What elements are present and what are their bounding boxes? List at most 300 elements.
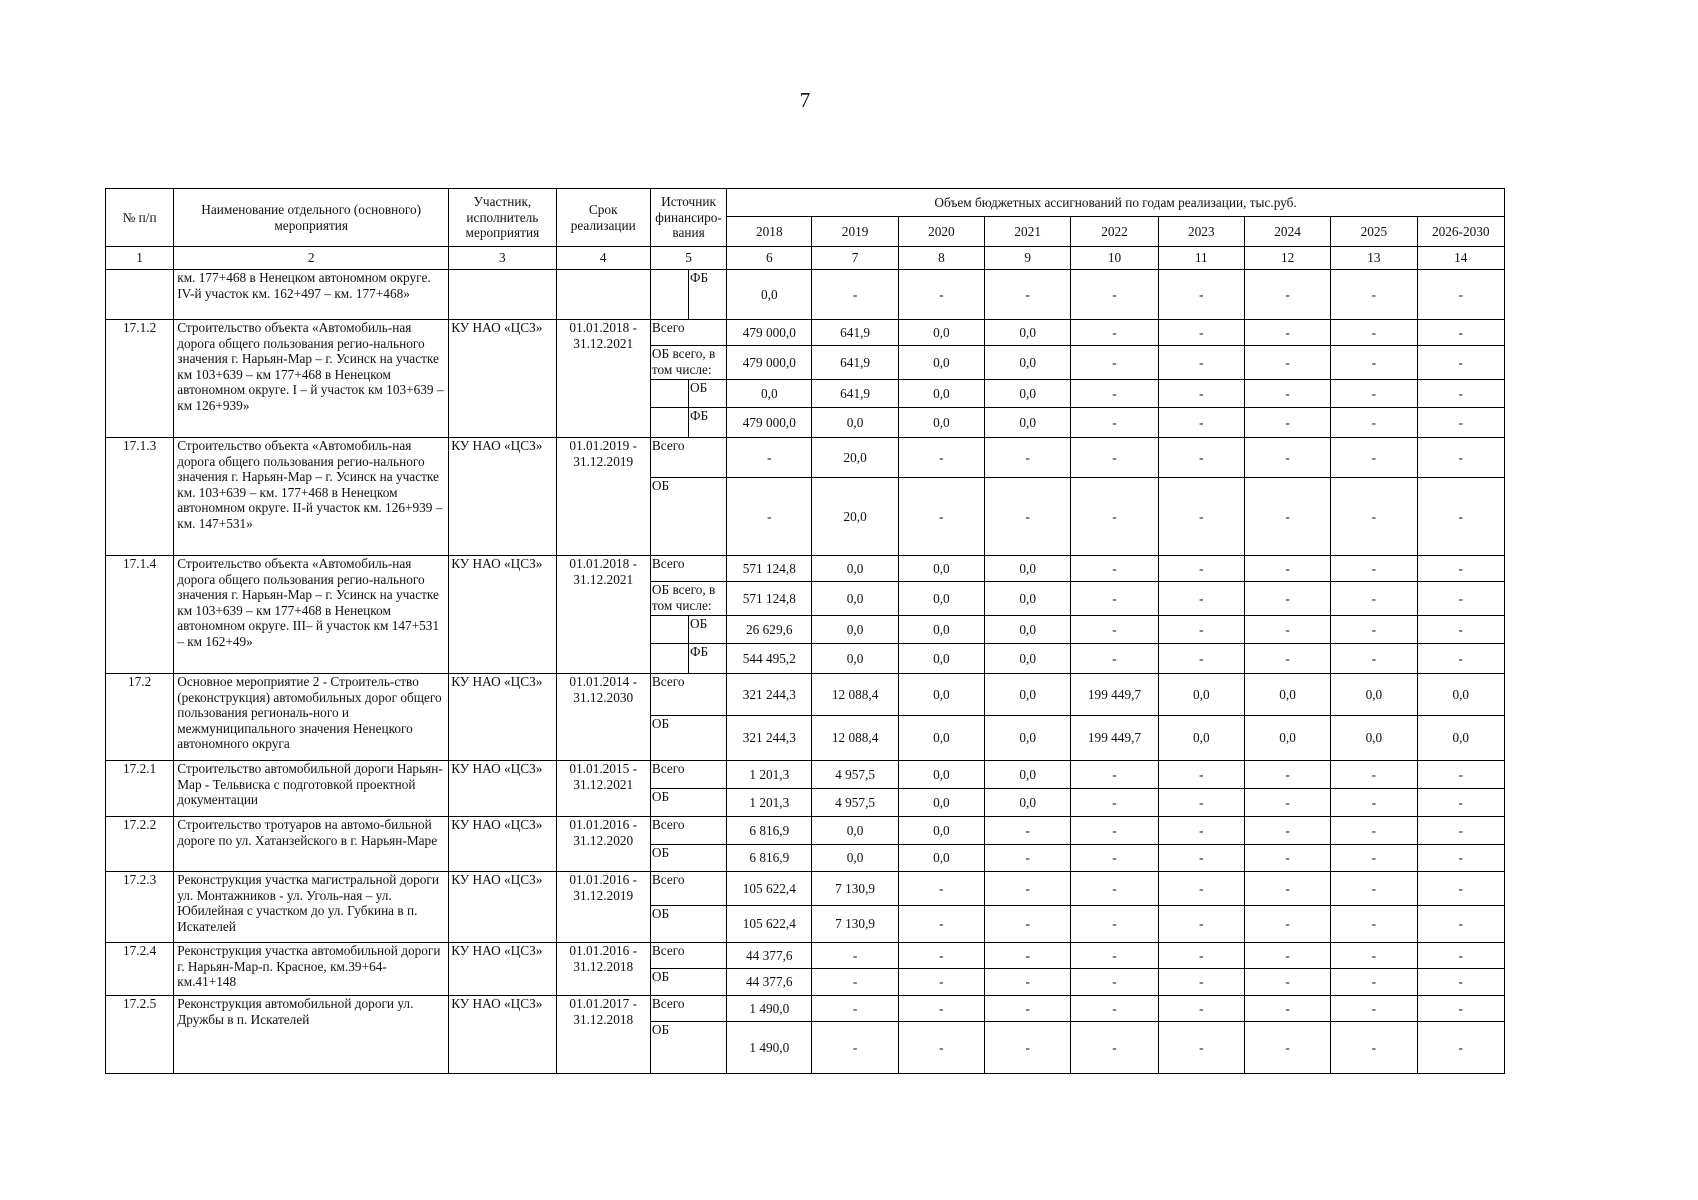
row-value: - [985, 845, 1071, 872]
row-value: - [1158, 616, 1244, 644]
row-value: - [898, 478, 984, 556]
header-column-index: 10 [1071, 247, 1158, 270]
row-value: - [1417, 438, 1504, 478]
row-source: Всего [650, 438, 726, 478]
row-value: - [1071, 761, 1158, 789]
row-value: 6 816,9 [727, 817, 812, 845]
row-value: - [1331, 1022, 1417, 1074]
row-value: - [1158, 761, 1244, 789]
row-executor: КУ НАО «ЦСЗ» [449, 674, 556, 761]
row-value: - [1158, 408, 1244, 438]
row-value: - [898, 906, 984, 943]
row-value: - [1417, 616, 1504, 644]
row-value: 0,0 [812, 408, 898, 438]
row-value: - [985, 969, 1071, 996]
row-executor: КУ НАО «ЦСЗ» [449, 817, 556, 872]
row-value: - [812, 1022, 898, 1074]
row-value: 0,0 [985, 761, 1071, 789]
row-value: - [1331, 789, 1417, 817]
header-source: Источник финансиро-вания [650, 189, 726, 247]
row-value: - [1331, 872, 1417, 906]
row-value: - [1158, 346, 1244, 380]
page-number: 7 [799, 88, 811, 112]
row-value: - [1158, 270, 1244, 320]
row-value: - [1331, 582, 1417, 616]
row-value: - [1331, 761, 1417, 789]
row-value: 0,0 [985, 789, 1071, 817]
row-value: - [1331, 380, 1417, 408]
header-year: 2025 [1331, 217, 1417, 247]
row-value: - [1331, 906, 1417, 943]
row-value: - [812, 943, 898, 969]
row-value: - [1071, 270, 1158, 320]
header-column-index: 2 [174, 247, 449, 270]
row-value: 641,9 [812, 346, 898, 380]
row-value: - [727, 478, 812, 556]
row-value: 321 244,3 [727, 674, 812, 716]
source-spacer [650, 380, 688, 408]
row-value: - [1331, 969, 1417, 996]
row-source: Всего [650, 817, 726, 845]
row-value: - [1071, 996, 1158, 1022]
header-year: 2023 [1158, 217, 1244, 247]
row-source: Всего [650, 320, 726, 346]
row-code: 17.2.5 [106, 996, 174, 1074]
row-value: - [1417, 478, 1504, 556]
row-code: 17.2.3 [106, 872, 174, 943]
row-code: 17.2.4 [106, 943, 174, 996]
row-term: 01.01.2018 - 31.12.2021 [556, 556, 650, 674]
header-year: 2022 [1071, 217, 1158, 247]
header-column-index: 13 [1331, 247, 1417, 270]
row-value: - [1417, 1022, 1504, 1074]
header-column-index: 4 [556, 247, 650, 270]
row-value: 199 449,7 [1071, 674, 1158, 716]
row-source: ОБ [689, 380, 727, 408]
header-column-index: 5 [650, 247, 726, 270]
row-value: 105 622,4 [727, 906, 812, 943]
row-value: - [1417, 906, 1504, 943]
header-year: 2026-2030 [1417, 217, 1504, 247]
row-source: Всего [650, 761, 726, 789]
row-value: - [985, 817, 1071, 845]
row-value: 479 000,0 [727, 320, 812, 346]
row-value: - [1417, 943, 1504, 969]
row-value: - [1417, 761, 1504, 789]
row-value: 0,0 [898, 380, 984, 408]
row-value: - [1417, 789, 1504, 817]
row-value: - [1331, 346, 1417, 380]
row-value: 0,0 [985, 346, 1071, 380]
row-value: - [1331, 845, 1417, 872]
row-value: 1 490,0 [727, 996, 812, 1022]
row-value: - [898, 969, 984, 996]
row-value: - [1417, 346, 1504, 380]
header-column-index: 1 [106, 247, 174, 270]
row-value: 0,0 [812, 582, 898, 616]
row-source: ОБ [689, 616, 727, 644]
row-value: - [985, 478, 1071, 556]
row-value: 0,0 [985, 716, 1071, 761]
row-value: - [1158, 943, 1244, 969]
row-value: - [1417, 408, 1504, 438]
row-value: - [1158, 845, 1244, 872]
row-value: 0,0 [898, 408, 984, 438]
row-value: 4 957,5 [812, 789, 898, 817]
row-value: - [1071, 872, 1158, 906]
row-value: 0,0 [1244, 716, 1330, 761]
row-value: - [1331, 270, 1417, 320]
row-value: - [1244, 969, 1330, 996]
row-value: 6 816,9 [727, 845, 812, 872]
row-value: 0,0 [898, 644, 984, 674]
row-term: 01.01.2016 - 31.12.2018 [556, 943, 650, 996]
row-value: 479 000,0 [727, 408, 812, 438]
row-value: 0,0 [1331, 674, 1417, 716]
row-term: 01.01.2014 - 31.12.2030 [556, 674, 650, 761]
row-executor: КУ НАО «ЦСЗ» [449, 320, 556, 438]
row-executor: КУ НАО «ЦСЗ» [449, 761, 556, 817]
row-name: Реконструкция автомобильной дороги ул. Дружбы в п. Искателей [174, 996, 449, 1074]
row-term: 01.01.2015 - 31.12.2021 [556, 761, 650, 817]
row-value: - [1244, 943, 1330, 969]
row-value: 0,0 [1158, 716, 1244, 761]
row-value: - [1158, 582, 1244, 616]
row-value: 7 130,9 [812, 872, 898, 906]
row-source: Всего [650, 674, 726, 716]
header-num: № п/п [106, 189, 174, 247]
row-source: ОБ всего, в том числе: [650, 582, 726, 616]
row-value: 12 088,4 [812, 674, 898, 716]
row-value: - [1417, 872, 1504, 906]
row-value: 7 130,9 [812, 906, 898, 943]
row-value: - [1071, 943, 1158, 969]
row-value: - [1244, 1022, 1330, 1074]
row-value: - [1071, 1022, 1158, 1074]
header-column-index: 11 [1158, 247, 1244, 270]
row-source: Всего [650, 872, 726, 906]
row-value: - [1071, 478, 1158, 556]
row-value: - [1417, 969, 1504, 996]
row-value: - [898, 872, 984, 906]
row-value: - [1158, 996, 1244, 1022]
row-value: - [1331, 616, 1417, 644]
row-value: - [1244, 761, 1330, 789]
row-value: - [1331, 996, 1417, 1022]
row-value: - [812, 270, 898, 320]
row-name: Строительство тротуаров на автомо-бильной дороге по ул. Хатанзейского в г. Нарьян-Маре [174, 817, 449, 872]
row-source: ОБ [650, 716, 726, 761]
row-source: ОБ [650, 478, 726, 556]
row-value: - [1331, 644, 1417, 674]
row-value: - [1417, 996, 1504, 1022]
row-value: 0,0 [727, 380, 812, 408]
row-value: - [1331, 556, 1417, 582]
row-source: ФБ [689, 408, 727, 438]
row-value: - [1071, 906, 1158, 943]
header-year: 2019 [812, 217, 898, 247]
row-code: 17.2.1 [106, 761, 174, 817]
row-value: - [1417, 845, 1504, 872]
row-value: 0,0 [985, 582, 1071, 616]
row-name: км. 177+468 в Ненецком автономном округе. IV-й участок км. 162+497 – км. 177+468» [174, 270, 449, 320]
row-value: 26 629,6 [727, 616, 812, 644]
row-value: 0,0 [1417, 716, 1504, 761]
row-value: - [1071, 789, 1158, 817]
row-value: 0,0 [812, 817, 898, 845]
row-value: 0,0 [898, 556, 984, 582]
row-value: - [1071, 582, 1158, 616]
row-value: - [1158, 380, 1244, 408]
row-source: Всего [650, 556, 726, 582]
row-source: ФБ [689, 644, 727, 674]
row-value: - [898, 270, 984, 320]
row-value: 0,0 [898, 616, 984, 644]
table-row [106, 556, 1505, 582]
row-value: - [1071, 969, 1158, 996]
row-value: 0,0 [898, 789, 984, 817]
header-column-index: 6 [727, 247, 812, 270]
row-name: Строительство объекта «Автомобиль-ная дорога общего пользования регио-нального значения г. Нарьян-Мар – г. Усинск на участке км 103+639 – км 177+468 в Ненецком автономном округе. I – й участок км 103+639 – км 126+939» [174, 320, 449, 438]
row-value: - [1417, 270, 1504, 320]
header-column-index: 7 [812, 247, 898, 270]
row-value: 20,0 [812, 438, 898, 478]
row-value: - [1331, 320, 1417, 346]
row-value: - [1158, 906, 1244, 943]
row-value: - [898, 438, 984, 478]
row-value: 0,0 [812, 644, 898, 674]
row-value: - [985, 943, 1071, 969]
row-value: - [1158, 969, 1244, 996]
row-value: - [1244, 996, 1330, 1022]
row-value: - [985, 438, 1071, 478]
row-value: - [1071, 817, 1158, 845]
header-year: 2020 [898, 217, 984, 247]
row-value: - [1244, 408, 1330, 438]
header-name: Наименование отдельного (основного) мероприятия [174, 189, 449, 247]
row-value: - [898, 943, 984, 969]
row-value: - [1331, 817, 1417, 845]
header-column-index: 12 [1244, 247, 1330, 270]
row-value: - [898, 996, 984, 1022]
row-executor: КУ НАО «ЦСЗ» [449, 438, 556, 556]
row-value: 0,0 [812, 616, 898, 644]
row-value: - [812, 996, 898, 1022]
row-name: Строительство объекта «Автомобиль-ная дорога общего пользования регио-нального значения г. Нарьян-Мар – г. Усинск на участке км. 103+639 – км. 177+468 в Ненецком автономном округе. II-й участок км. 126+939 – км. 147+531» [174, 438, 449, 556]
row-value: - [1158, 789, 1244, 817]
table-row [106, 270, 1505, 320]
row-value: 20,0 [812, 478, 898, 556]
table-row [106, 996, 1505, 1022]
row-value: - [1158, 438, 1244, 478]
row-value: - [1417, 556, 1504, 582]
row-value: - [985, 1022, 1071, 1074]
source-spacer [650, 644, 688, 674]
row-value: 0,0 [1158, 674, 1244, 716]
row-code: 17.2.2 [106, 817, 174, 872]
row-source: ОБ [650, 845, 726, 872]
row-value: - [1244, 872, 1330, 906]
row-value: 0,0 [1417, 674, 1504, 716]
row-value: - [1417, 817, 1504, 845]
row-value: - [1331, 478, 1417, 556]
row-value: 0,0 [727, 270, 812, 320]
row-term: 01.01.2016 - 31.12.2020 [556, 817, 650, 872]
row-executor: КУ НАО «ЦСЗ» [449, 943, 556, 996]
row-value: - [1244, 582, 1330, 616]
row-value: - [1158, 556, 1244, 582]
row-value: 1 201,3 [727, 789, 812, 817]
header-year: 2018 [727, 217, 812, 247]
row-value: - [1417, 320, 1504, 346]
header-year: 2024 [1244, 217, 1330, 247]
row-value: 0,0 [898, 761, 984, 789]
row-executor: КУ НАО «ЦСЗ» [449, 872, 556, 943]
row-term: 01.01.2019 - 31.12.2019 [556, 438, 650, 556]
row-code: 17.1.2 [106, 320, 174, 438]
row-value: - [1158, 320, 1244, 346]
row-value: - [1071, 380, 1158, 408]
row-value: - [1071, 408, 1158, 438]
row-value: - [1244, 789, 1330, 817]
row-value: - [1071, 556, 1158, 582]
row-value: - [1417, 644, 1504, 674]
row-value: 1 201,3 [727, 761, 812, 789]
table-row [106, 761, 1505, 789]
header-column-index: 3 [449, 247, 556, 270]
row-term: 01.01.2017 - 31.12.2018 [556, 996, 650, 1074]
row-value: 0,0 [1244, 674, 1330, 716]
header-term: Срок реализации [556, 189, 650, 247]
row-value: - [1158, 478, 1244, 556]
row-value: 0,0 [985, 616, 1071, 644]
row-value: - [1331, 943, 1417, 969]
row-value: 0,0 [812, 556, 898, 582]
source-spacer [650, 616, 688, 644]
table-row [106, 438, 1505, 478]
row-code [106, 270, 174, 320]
row-value: - [1244, 346, 1330, 380]
table-row [106, 872, 1505, 906]
row-source: Всего [650, 943, 726, 969]
row-value: - [1331, 438, 1417, 478]
budget-table [105, 188, 1505, 1074]
source-spacer [650, 270, 688, 320]
row-source: ФБ [689, 270, 727, 320]
row-value: - [1158, 644, 1244, 674]
row-code: 17.1.3 [106, 438, 174, 556]
row-value: - [985, 270, 1071, 320]
row-value: - [812, 969, 898, 996]
row-name: Реконструкция участка магистральной дороги ул. Монтажников - ул. Уголь-ная – ул. Юбилейная с участком до ул. Губкина в п. Искателей [174, 872, 449, 943]
row-value: 0,0 [985, 674, 1071, 716]
source-spacer [650, 408, 688, 438]
row-executor [449, 270, 556, 320]
row-value: 0,0 [898, 817, 984, 845]
row-value: 0,0 [985, 644, 1071, 674]
row-value: - [1158, 872, 1244, 906]
row-value: - [1244, 845, 1330, 872]
row-value: - [1331, 408, 1417, 438]
row-value: 0,0 [898, 845, 984, 872]
row-value: 321 244,3 [727, 716, 812, 761]
row-value: 105 622,4 [727, 872, 812, 906]
row-value: - [1417, 582, 1504, 616]
row-value: 0,0 [898, 582, 984, 616]
row-value: 0,0 [985, 380, 1071, 408]
row-value: 44 377,6 [727, 969, 812, 996]
row-value: 4 957,5 [812, 761, 898, 789]
row-value: 0,0 [1331, 716, 1417, 761]
row-value: - [898, 1022, 984, 1074]
header-year: 2021 [985, 217, 1071, 247]
row-value: 479 000,0 [727, 346, 812, 380]
row-value: 0,0 [898, 320, 984, 346]
row-value: 0,0 [985, 320, 1071, 346]
table-row [106, 817, 1505, 845]
row-source: ОБ [650, 789, 726, 817]
header-column-index: 14 [1417, 247, 1504, 270]
row-value: - [1071, 845, 1158, 872]
row-value: 0,0 [985, 408, 1071, 438]
table-row [106, 674, 1505, 716]
row-value: - [1244, 817, 1330, 845]
row-value: - [1071, 438, 1158, 478]
row-value: - [1158, 817, 1244, 845]
row-value: 571 124,8 [727, 582, 812, 616]
table-row [106, 943, 1505, 969]
row-name: Реконструкция участка автомобильной дороги г. Нарьян-Мар-п. Красное, км.39+64-км.41+148 [174, 943, 449, 996]
row-value: - [1244, 906, 1330, 943]
row-value: - [985, 996, 1071, 1022]
row-value: 0,0 [898, 674, 984, 716]
row-value: 1 490,0 [727, 1022, 812, 1074]
row-source: ОБ [650, 1022, 726, 1074]
row-source: ОБ всего, в том числе: [650, 346, 726, 380]
row-value: 0,0 [985, 556, 1071, 582]
row-value: - [985, 872, 1071, 906]
table-row [106, 320, 1505, 346]
row-value: - [1071, 616, 1158, 644]
row-value: - [985, 906, 1071, 943]
row-source: Всего [650, 996, 726, 1022]
row-executor: КУ НАО «ЦСЗ» [449, 556, 556, 674]
row-value: 44 377,6 [727, 943, 812, 969]
row-value: - [1244, 380, 1330, 408]
row-term [556, 270, 650, 320]
row-value: - [1244, 644, 1330, 674]
row-value: - [1158, 1022, 1244, 1074]
row-value: - [727, 438, 812, 478]
row-value: - [1071, 320, 1158, 346]
row-source: ОБ [650, 969, 726, 996]
row-value: 199 449,7 [1071, 716, 1158, 761]
row-term: 01.01.2018 - 31.12.2021 [556, 320, 650, 438]
row-value: 571 124,8 [727, 556, 812, 582]
row-value: - [1071, 346, 1158, 380]
row-value: - [1244, 270, 1330, 320]
row-value: 544 495,2 [727, 644, 812, 674]
row-executor: КУ НАО «ЦСЗ» [449, 996, 556, 1074]
row-code: 17.1.4 [106, 556, 174, 674]
row-source: ОБ [650, 906, 726, 943]
row-value: 0,0 [812, 845, 898, 872]
header-column-index: 8 [898, 247, 984, 270]
row-value: - [1244, 438, 1330, 478]
row-value: - [1417, 380, 1504, 408]
row-value: - [1244, 556, 1330, 582]
row-name: Строительство автомобильной дороги Нарьян-Мар - Тельвиска с подготовкой проектной документации [174, 761, 449, 817]
